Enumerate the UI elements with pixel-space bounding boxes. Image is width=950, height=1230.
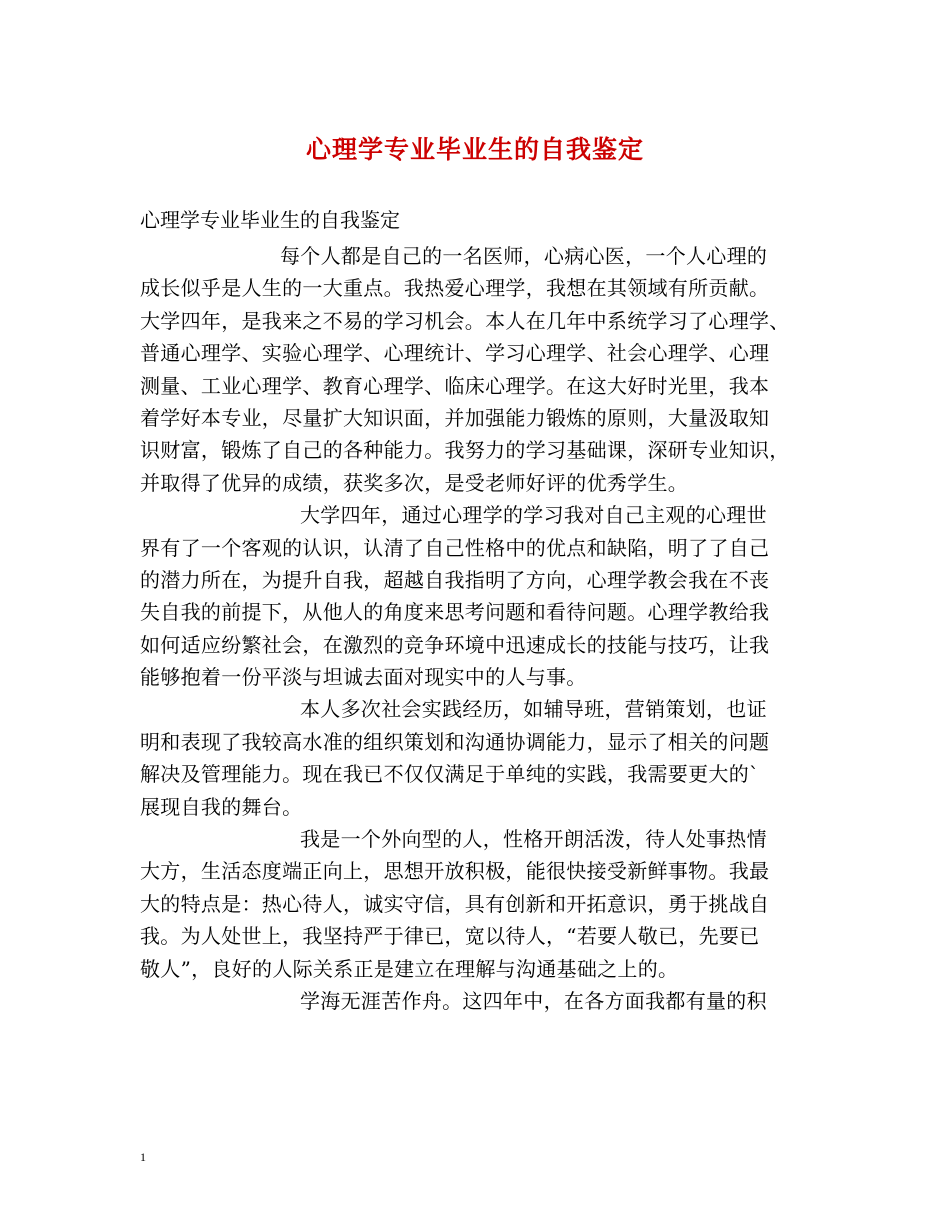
text-line: 学海无涯苦作舟。这四年中，在各方面我都有量的积 [300,988,767,1013]
text-line: 明和表现了我较高水准的组织策划和沟通协调能力，显示了相关的问题 [140,729,770,754]
text-line: 界有了一个客观的认识，认清了自己性格中的优点和缺陷，明了了自己 [140,535,770,560]
text-line: 着学好本专业，尽量扩大知识面，并加强能力锻炼的原则，大量汲取知 [140,405,770,430]
text-line: 识财富，锻炼了自己的各种能力。我努力的学习基础课，深研专业知识， [140,438,790,463]
text-line: 成长似乎是人生的一大重点。我热爱心理学，我想在其领域有所贡献。 [140,276,770,301]
document-subtitle: 心理学专业毕业生的自我鉴定 [140,208,400,232]
text-line: 我是一个外向型的人，性格开朗活泼，待人处事热情 [300,827,767,852]
text-line: 大学四年，通过心理学的学习我对自己主观的心理世 [300,503,767,528]
text-line: 敬人”，良好的人际关系正是建立在理解与沟通基础之上的。 [140,956,679,981]
text-line: 本人多次社会实践经历，如辅导班，营销策划，也证 [300,697,767,722]
text-line: 测量、工业心理学、教育心理学、临床心理学。在这大好时光里，我本 [140,373,770,398]
text-line: 解决及管理能力。现在我已不仅仅满足于单纯的实践，我需要更大的` [140,762,760,787]
page-number: 1 [140,1150,146,1164]
text-line: 大学四年，是我来之不易的学习机会。本人在几年中系统学习了心理学、 [140,308,790,333]
text-line: 大的特点是：热心待人，诚实守信，具有创新和开拓意识，勇于挑战自 [140,891,770,916]
document-body [140,240,840,1017]
text-line: 并取得了优异的成绩，获奖多次，是受老师好评的优秀学生。 [140,470,689,495]
text-line: 普通心理学、实验心理学、心理统计、学习心理学、社会心理学、心理 [140,341,770,366]
text-line: 能够抱着一份平淡与坦诚去面对现实中的人与事。 [140,665,587,690]
text-line: 我。为人处世上，我坚持严于律已，宽以待人，“若要人敬已，先要已 [140,924,760,949]
text-line: 的潜力所在，为提升自我，超越自我指明了方向，心理学教会我在不丧 [140,567,770,592]
text-line: 展现自我的舞台。 [140,794,303,819]
text-line: 如何适应纷繁社会，在激烈的竞争环境中迅速成长的技能与技巧，让我 [140,632,770,657]
text-line: 每个人都是自己的一名医师，心病心医，一个人心理的 [280,244,768,268]
document-title: 心理学专业毕业生的自我鉴定 [305,135,644,164]
text-line: 大方，生活态度端正向上，思想开放积极，能很快接受新鲜事物。我最 [140,859,770,884]
text-line: 失自我的前提下，从他人的角度来思考问题和看待问题。心理学教给我 [140,600,770,625]
